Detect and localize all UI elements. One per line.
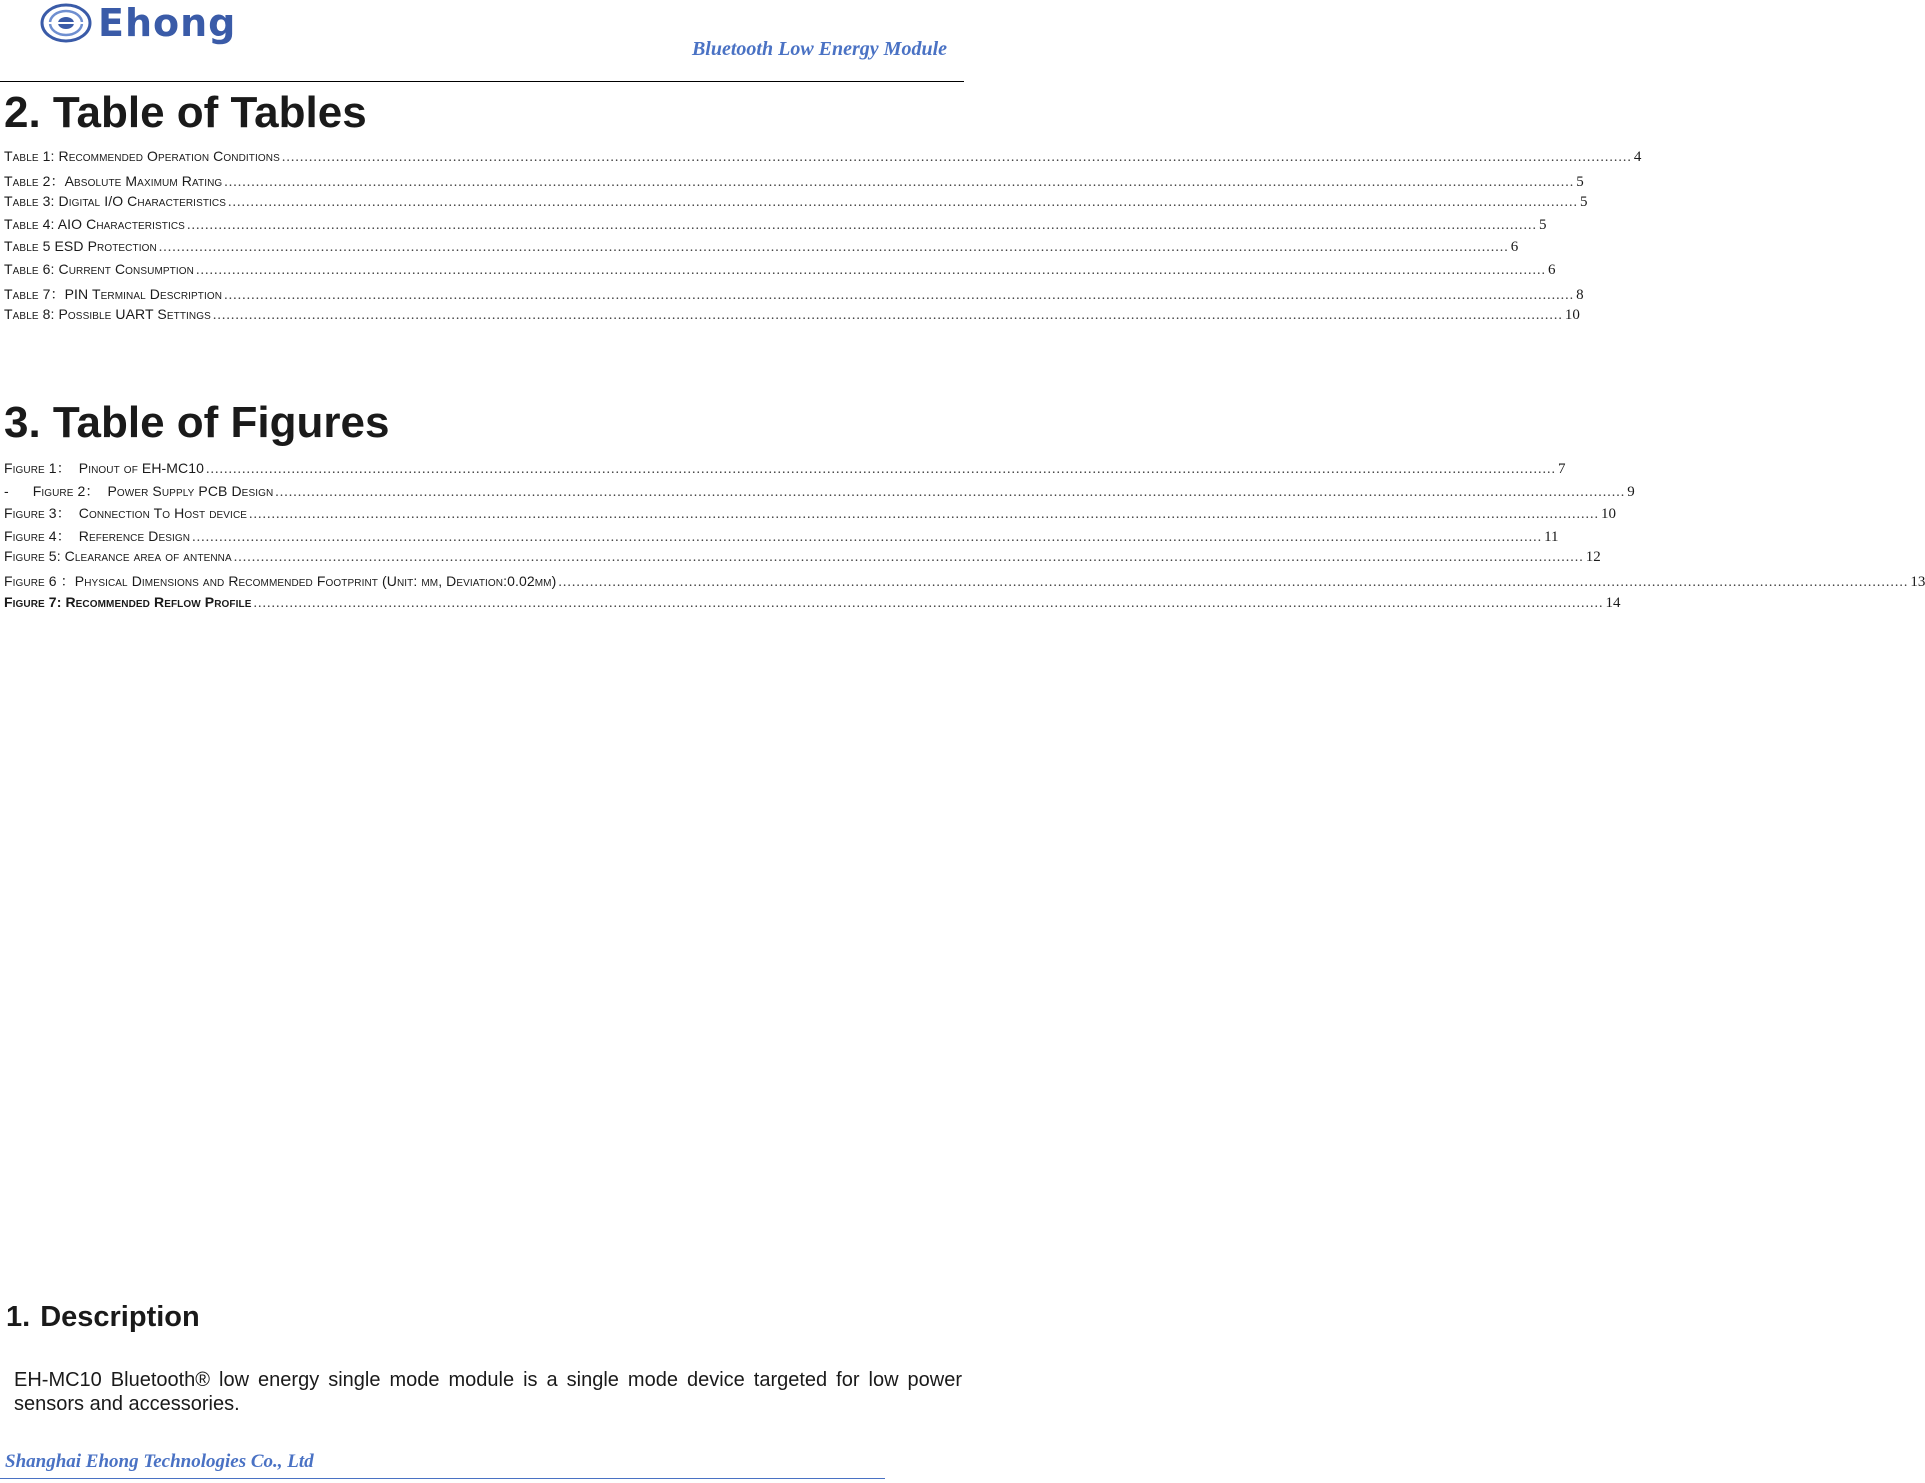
toc-entry[interactable]: [4, 503, 1617, 526]
toc-entry-label: Table 7：PIN Terminal Description: [4, 285, 223, 302]
table-of-figures-list: [4, 458, 1925, 616]
toc-entry-page: 7: [1558, 461, 1566, 477]
toc-entry-page: 5: [1538, 216, 1547, 233]
toc-entry[interactable]: [4, 284, 1584, 307]
header-divider: [0, 81, 964, 82]
toc-entry-page: 9: [1627, 483, 1635, 500]
toc-entry-label: Table 6: Current Consumption: [4, 260, 194, 277]
toc-entry-page: 10: [1564, 307, 1580, 324]
toc-entry-page: 14: [1605, 594, 1621, 611]
toc-entry[interactable]: [4, 548, 1601, 571]
toc-entry[interactable]: [4, 215, 1547, 239]
table-of-tables-list: [4, 148, 1642, 329]
toc-entry-label: Figure 3： Connection To Host device: [4, 505, 248, 522]
toc-entry-label: Table 1: Recommended Operation Conditions: [4, 148, 280, 164]
toc-entry[interactable]: [4, 571, 1925, 594]
toc-entry-page: 6: [1547, 261, 1556, 278]
toc-entry-label: Table 4: AIO Characteristics: [4, 215, 185, 232]
toc-entry-label: Table 3: Digital I/O Characteristics: [4, 193, 227, 210]
toc-entry-label: Figure 6 ：Physical Dimensions and Recommended Footprint (Unit: mm, Deviation:0.02mm): [4, 572, 557, 589]
toc-dot-leader: ............................................................................................................................................................................................................................................................................................................: [224, 174, 1575, 190]
toc-entry[interactable]: [4, 193, 1588, 216]
toc-dot-leader: ............................................................................................................................................................................................................................................................................................................: [228, 195, 1579, 211]
toc-dot-leader: ............................................................................................................................................................................................................................................................................................................: [192, 529, 1543, 545]
description-heading: [6, 1297, 200, 1337]
toc-dot-leader: ............................................................................................................................................................................................................................................................................................................: [558, 574, 1909, 590]
toc-entry[interactable]: [4, 526, 1559, 549]
toc-entry-page: 13: [1910, 573, 1925, 590]
toc-entry-page: 10: [1601, 506, 1617, 523]
toc-dot-leader: ............................................................................................................................................................................................................................................................................................................: [249, 507, 1600, 523]
toc-entry-page: 12: [1585, 549, 1601, 566]
toc-dot-leader: ............................................................................................................................................................................................................................................................................................................: [212, 308, 1563, 324]
toc-entry-page: 11: [1544, 528, 1559, 545]
toc-dot-leader: ............................................................................................................................................................................................................................................................................................................: [206, 462, 1557, 477]
toc-dot-leader: ............................................................................................................................................................................................................................................................................................................: [275, 484, 1626, 500]
section-number: 1.: [6, 1301, 31, 1333]
toc-dot-leader: ............................................................................................................................................................................................................................................................................................................: [158, 240, 1509, 256]
toc-entry[interactable]: [4, 171, 1584, 194]
toc-entry[interactable]: [4, 260, 1556, 284]
toc-entry-page: 5: [1580, 194, 1588, 211]
toc-entry-label: Figure 1： Pinout of EH-MC10: [4, 460, 205, 476]
toc-entry-label: - Figure 2： Power Supply PCB Design: [4, 482, 274, 499]
toc-entry-label: Table 2：Absolute Maximum Rating: [4, 172, 223, 189]
toc-entry[interactable]: [4, 593, 1621, 617]
toc-dot-leader: ............................................................................................................................................................................................................................................................................................................: [233, 550, 1584, 566]
section-title: Description: [40, 1301, 200, 1333]
company-logo: [40, 2, 236, 44]
document-title: Bluetooth Low Energy Module: [691, 38, 947, 60]
toc-entry-label: Table 5 ESD Protection: [4, 238, 157, 255]
toc-entry[interactable]: [4, 148, 1642, 171]
toc-entry-page: 5: [1576, 173, 1584, 190]
ehong-logo-icon: [40, 3, 92, 43]
toc-entry[interactable]: [4, 481, 1635, 504]
toc-dot-leader: ............................................................................................................................................................................................................................................................................................................: [186, 217, 1537, 233]
toc-dot-leader: ............................................................................................................................................................................................................................................................................................................: [281, 150, 1632, 165]
footer-divider: [0, 1478, 885, 1479]
toc-entry-page: 6: [1510, 239, 1519, 256]
toc-dot-leader: ............................................................................................................................................................................................................................................................................................................: [253, 595, 1604, 611]
toc-dot-leader: ............................................................................................................................................................................................................................................................................................................: [195, 262, 1546, 278]
toc-entry-label: Figure 7: Recommended Reflow Profile: [4, 593, 252, 610]
table-of-figures-heading: 3. Table of Figures: [4, 398, 390, 447]
toc-entry[interactable]: [4, 238, 1519, 261]
toc-entry-label: Figure 5: Clearance area of antenna: [4, 548, 232, 565]
toc-entry-label: Table 8: Possible UART Settings: [4, 306, 211, 323]
toc-entry-page: 4: [1633, 149, 1642, 165]
description-text: EH-MC10 Bluetooth® low energy single mode module is a single mode device targeted for low power sensors and accessories.: [14, 1369, 962, 1415]
toc-entry-page: 8: [1576, 286, 1584, 303]
toc-entry[interactable]: [4, 306, 1580, 329]
toc-entry-label: Figure 4： Reference Design: [4, 527, 191, 544]
logo-wordmark: Ehong: [98, 1, 237, 45]
footer-company: Shanghai Ehong Technologies Co., Ltd: [5, 1451, 314, 1472]
table-of-tables-heading: 2. Table of Tables: [4, 88, 367, 137]
toc-entry[interactable]: [4, 458, 1566, 481]
toc-dot-leader: ............................................................................................................................................................................................................................................................................................................: [224, 287, 1575, 303]
